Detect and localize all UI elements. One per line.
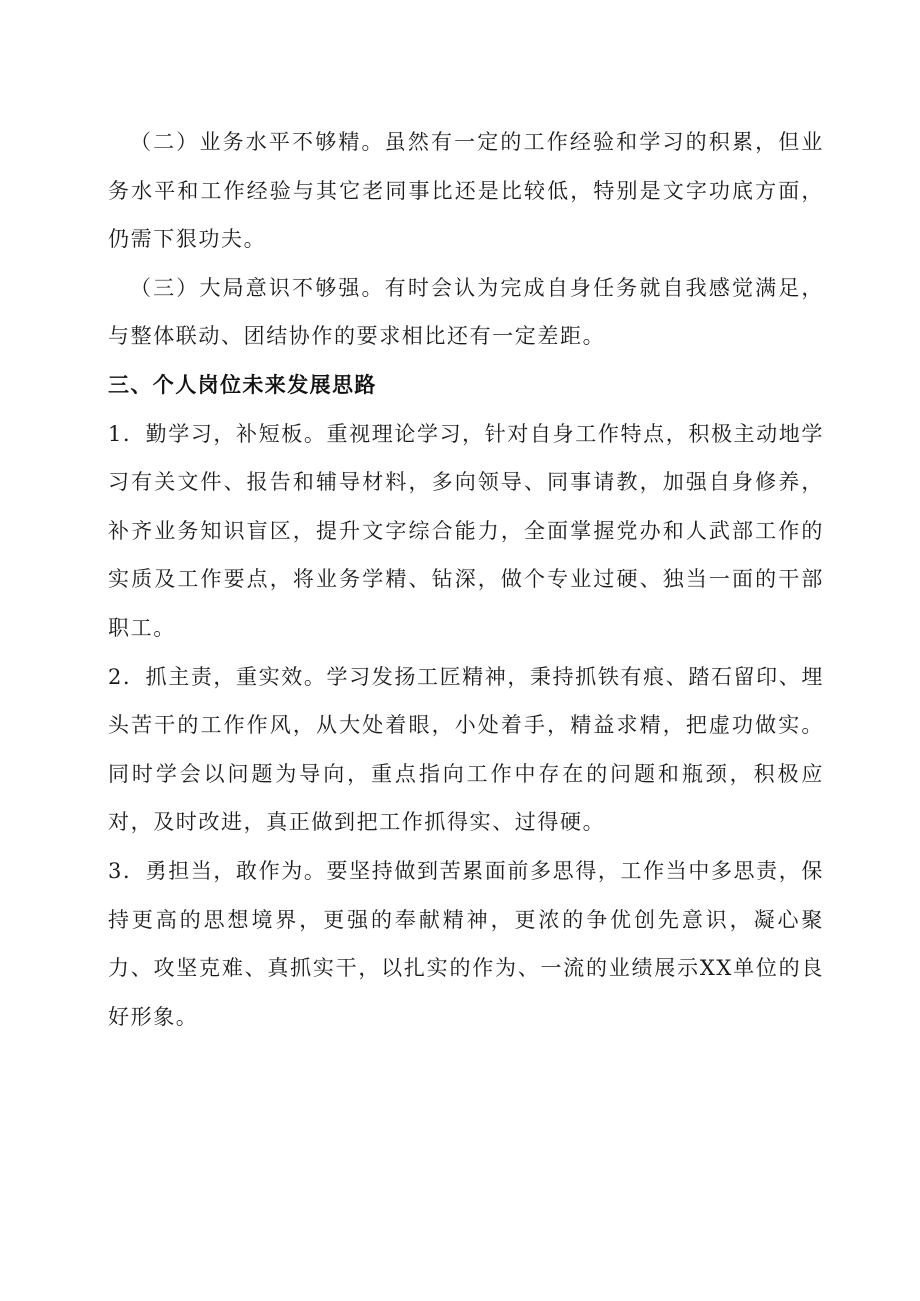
paragraph-business-level: （二）业务水平不够精。虽然有一定的工作经验和学习的积累，但业务水平和工作经验与其它老同事比还是比较低，特别是文字功底方面，仍需下狠功夫。 xyxy=(108,130,824,252)
list-item-study: 1．勤学习，补短板。重视理论学习，针对自身工作特点，积极主动地学习有关文件、报告和辅导材料，多向领导、同事请教，加强自身修养，补齐业务知识盲区，提升文字综合能力，全面掌握党办和人武部工作的实质及工作要点，将业务学精、钻深，做个专业过硬、独当一面的干部职工。 xyxy=(108,421,824,640)
section-heading-development-ideas: 三、个人岗位未来发展思路 xyxy=(108,372,377,397)
list-item-responsibility: 2．抓主责，重实效。学习发扬工匠精神，秉持抓铁有痕、踏石留印、埋头苦干的工作作风，从大处着眼，小处着手，精益求精，把虚功做实。同时学会以问题为导向，重点指向工作中存在的问题和瓶颈，积极应对，及时改进，真正做到把工作抓得实、过得硬。 xyxy=(108,664,824,835)
document-body xyxy=(108,118,824,1041)
list-item-commitment: 3．勇担当，敢作为。要坚持做到苦累面前多思得，工作当中多思责，保持更高的思想境界，更强的奉献精神，更浓的争优创先意识，凝心聚力、攻坚克难、真抓实干，以扎实的作为、一流的业绩展示XX单位的良好形象。 xyxy=(108,858,824,1029)
paragraph-overall-awareness: （三）大局意识不够强。有时会认为完成自身任务就自我感觉满足，与整体联动、团结协作的要求相比还有一定差距。 xyxy=(108,275,824,349)
